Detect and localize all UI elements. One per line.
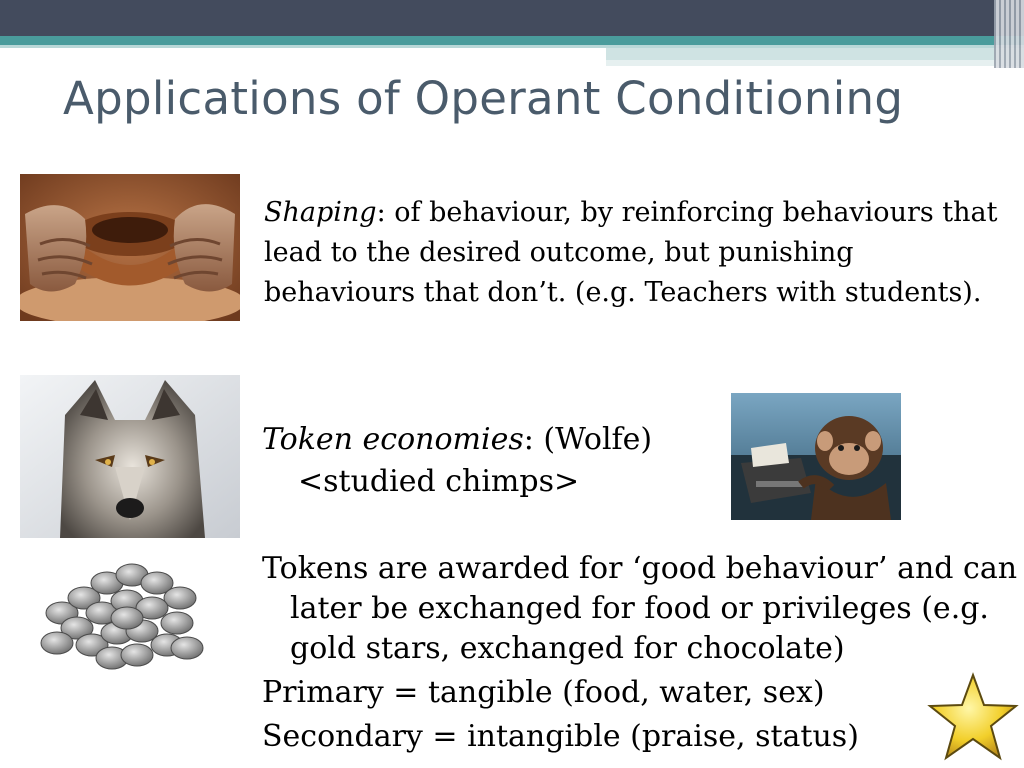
header-bar (0, 0, 1024, 36)
primary-reinforcer-text: Primary = tangible (food, water, sex) (262, 675, 825, 710)
shaping-paragraph (264, 193, 1004, 313)
token-economies-term: Token economies (262, 422, 524, 457)
shaping-term: Shaping (264, 197, 377, 228)
header-accent-stripe (0, 36, 1024, 45)
token-economies-note: <studied chimps> (298, 464, 580, 499)
gold-star-icon (926, 672, 1020, 762)
secondary-reinforcer-text: Secondary = intangible (praise, status) (262, 719, 859, 754)
coins-photo (32, 553, 207, 683)
token-economies-author: : (Wolfe) (523, 422, 653, 457)
wolf-photo (20, 375, 240, 538)
header-vertical-bars (994, 0, 1024, 68)
header-right-deco (606, 48, 1024, 60)
tokens-info-paragraph (262, 549, 1022, 757)
slide-title: Applications of Operant Conditioning (63, 72, 904, 125)
token-economies-paragraph (262, 419, 722, 503)
chimp-typewriter-photo (731, 393, 901, 520)
shaping-definition: : of behaviour, by reinforcing behaviours that lead to the desired outcome, but punishing behaviours that don’t. (e.g. Teachers with students). (264, 197, 998, 308)
tokens-awarded-text: Tokens are awarded for ‘good behaviour’ and can later be exchanged for food or privileges (e.g. gold stars, exchanged for chocolate) (262, 551, 1018, 666)
pottery-hands-photo (20, 174, 240, 321)
header-right-deco-thin (606, 60, 1024, 66)
